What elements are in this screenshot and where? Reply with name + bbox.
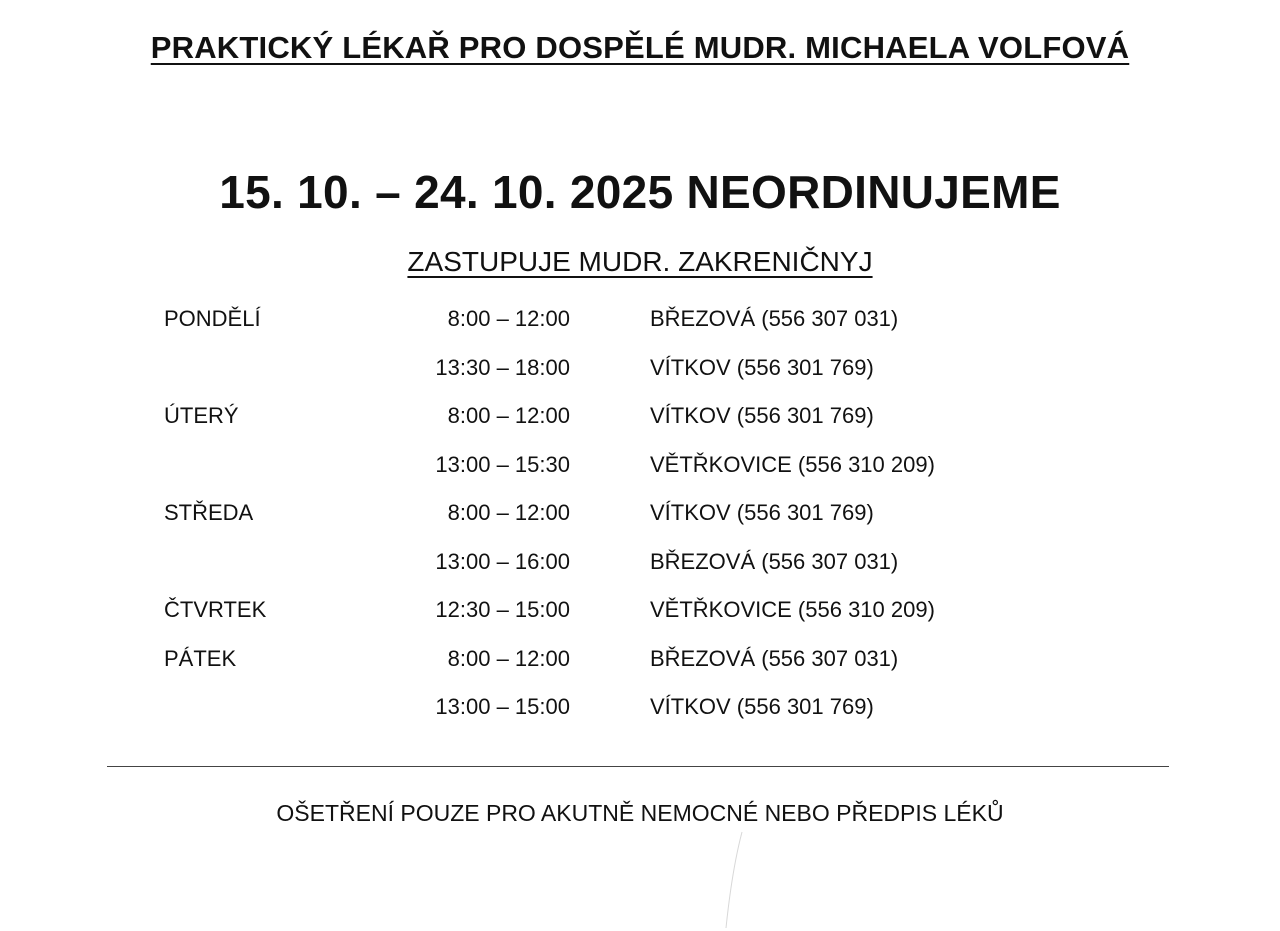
closure-notice: 15. 10. – 24. 10. 2025 NEORDINUJEME: [219, 166, 1061, 218]
schedule-place: VÍTKOV (556 301 769): [650, 500, 874, 525]
schedule-time: 8:00 – 12:00: [447, 500, 570, 525]
schedule-row: [0, 686, 1280, 735]
substitute-doctor: [0, 246, 1280, 278]
schedule-day: ÚTERÝ: [164, 403, 239, 428]
schedule-day: STŘEDA: [164, 500, 254, 525]
schedule-row: [0, 638, 1280, 687]
schedule-place: BŘEZOVÁ (556 307 031): [650, 548, 899, 574]
footer-note: OŠETŘENÍ POUZE PRO AKUTNĚ NEMOCNÉ NEBO PŘEDPIS LÉKŮ: [276, 800, 1004, 826]
page-title: [0, 30, 1280, 66]
schedule-time: 13:00 – 15:30: [435, 451, 570, 477]
schedule-day: PONDĚLÍ: [164, 306, 261, 331]
schedule-row: [0, 444, 1280, 493]
schedule-time: 13:00 – 15:00: [435, 694, 570, 719]
schedule-table: [0, 298, 1280, 735]
schedule-row: [0, 589, 1280, 638]
schedule-row: [0, 541, 1280, 590]
schedule-row: [0, 395, 1280, 444]
substitute-doctor-text: ZASTUPUJE MUDR. ZAKRENIČNYJ: [407, 246, 873, 277]
schedule-day: PÁTEK: [164, 645, 237, 671]
schedule-place: VÍTKOV (556 301 769): [650, 354, 874, 380]
scan-artifact-mark: [720, 830, 750, 930]
schedule-time: 13:00 – 16:00: [435, 548, 570, 574]
schedule-time: 12:30 – 15:00: [435, 597, 570, 622]
schedule-row: [0, 298, 1280, 347]
schedule-place: BŘEZOVÁ (556 307 031): [650, 645, 899, 671]
schedule-row: [0, 492, 1280, 541]
schedule-place: VÍTKOV (556 301 769): [650, 694, 874, 719]
schedule-place: VÍTKOV (556 301 769): [650, 403, 874, 428]
schedule-time: 8:00 – 12:00: [447, 645, 570, 671]
schedule-place: VĚTŘKOVICE (556 310 209): [650, 451, 935, 477]
schedule-place: BŘEZOVÁ (556 307 031): [650, 306, 899, 331]
schedule-time: 13:30 – 18:00: [435, 354, 570, 380]
schedule-day: ČTVRTEK: [164, 597, 267, 622]
schedule-place: VĚTŘKOVICE (556 310 209): [650, 597, 935, 622]
schedule-time: 8:00 – 12:00: [447, 306, 570, 331]
schedule-time: 8:00 – 12:00: [447, 403, 570, 428]
page-title-text: PRAKTICKÝ LÉKAŘ PRO DOSPĚLÉ MUDR. MICHAELA VOLFOVÁ: [150, 30, 1130, 65]
schedule-row: [0, 347, 1280, 396]
horizontal-divider: [107, 766, 1169, 767]
